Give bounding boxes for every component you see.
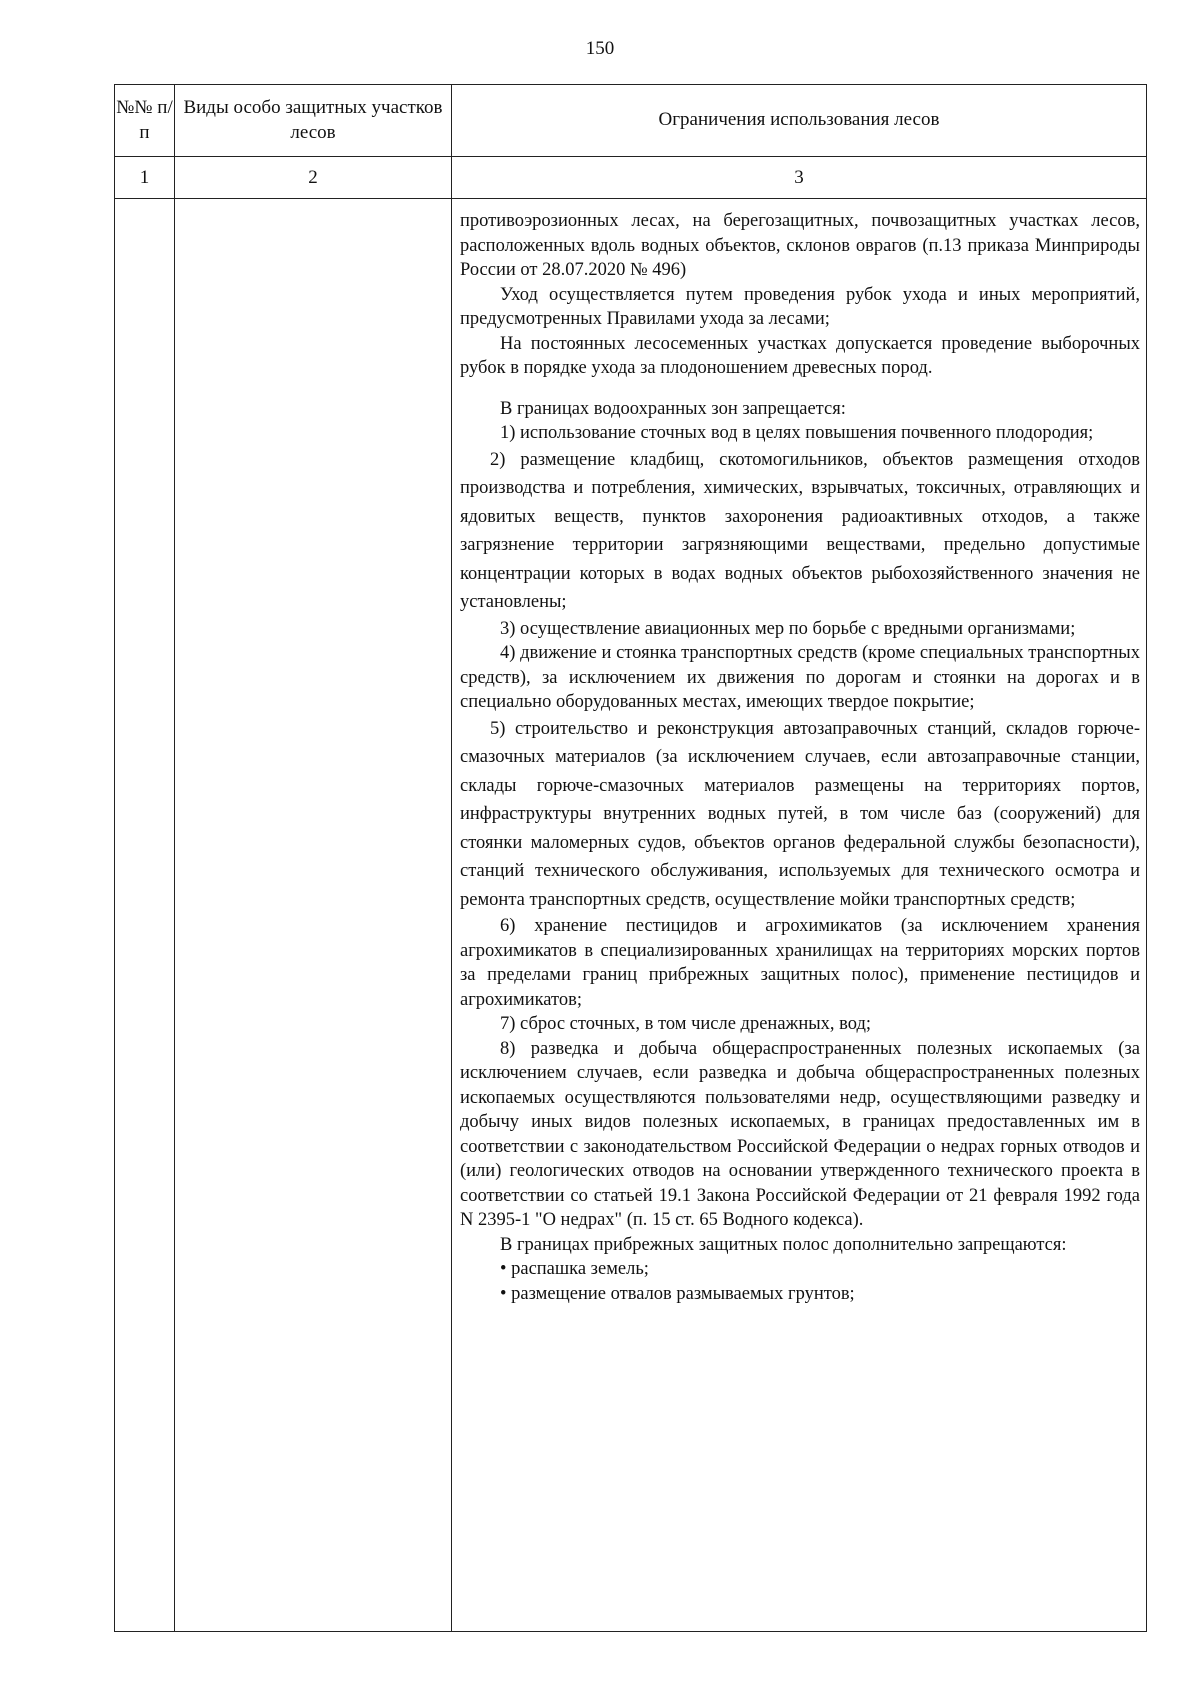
cell-area-type: [175, 199, 452, 1632]
paragraph: В границах прибрежных защитных полос дополнительно запрещаются:: [500, 1234, 1067, 1255]
column-number: 2: [175, 157, 452, 199]
column-numbers-row: [115, 157, 1147, 199]
header-number: №№ п/п: [115, 85, 175, 157]
column-number: 3: [452, 157, 1147, 199]
list-item: 6) хранение пестицидов и агрохимикатов (за исключением хранения агрохимикатов в специализированных хранилищах на территориях морских портов за пределами границ прибрежных защитных полос), применение пестицидов и агрохимикатов;: [460, 916, 1140, 1010]
list-item: 7) сброс сточных, в том числе дренажных, вод;: [500, 1014, 872, 1034]
list-item: 5) строительство и реконструкция автозаправочных станций, складов горюче-смазочных материалов (за исключением случаев, если автозаправочные станции, склады горюче-смазочных материалов размещены на территориях портов, инфраструктуры внутренних водных путей, в том числе баз (сооружений) для стоянки маломерных судов, объектов органов федеральной службы безопасности), станций технического обслуживания, используемых для технического осмотра и ремонта транспортных средств, осуществление мойки транспортных средств;: [460, 718, 1140, 910]
list-item: 3) осуществление авиационных мер по борьбе с вредными организмами;: [500, 618, 1076, 639]
header-restrictions: Ограничения использования лесов: [452, 85, 1147, 157]
bullet-item: • размещение отвалов размываемых грунтов;: [500, 1283, 855, 1304]
table-header-row: [115, 85, 1147, 157]
paragraph: На постоянных лесосеменных участках допускается проведение выборочных рубок в порядке ухода за плодоношением древесных пород.: [460, 333, 1140, 378]
paragraph: противоэрозионных лесах, на берегозащитных, почвозащитных участках лесов, расположенных вдоль водных объектов, склонов оврагов (п.13 приказа Минприроды России от 28.07.2020 № 496): [460, 211, 1140, 280]
list-item: 4) движение и стоянка транспортных средств (кроме специальных транспортных средств), за исключением их движения по дорогам и стоянки на дорогах и в специально оборудованных местах, имеющих твердое покрытие;: [460, 643, 1140, 712]
bullet-item: • распашка земель;: [500, 1259, 649, 1279]
list-item: 2) размещение кладбищ, скотомогильников, объектов размещения отходов производства и потребления, химических, взрывчатых, токсичных, отравляющих и ядовитых веществ, пунктов захоронения радиоактивных отходов, а также загрязнение территории загрязняющими веществами, предельно допустимые концентрации которых в водах водных объектов рыбохозяйственного значения не установлены;: [460, 449, 1140, 612]
cell-number: [115, 199, 175, 1632]
column-number: 1: [115, 157, 175, 199]
table-row: [115, 199, 1147, 1632]
paragraph: Уход осуществляется путем проведения рубок ухода и иных мероприятий, предусмотренных Правилами ухода за лесами;: [460, 284, 1140, 329]
list-item: 8) разведка и добыча общераспространенных полезных ископаемых (за исключением случаев, если разведка и добыча общераспространенных полезных ископаемых осуществляются пользователями недр, осуществляющими разведку и добычу иных видов полезных ископаемых, в границах предоставленных им в соответствии с законодательством Российской Федерации о недрах горных отводов и (или) геологических отводов на основании утвержденного технического проекта в соответствии со статьей 19.1 Закона Российской Федерации от 21 февраля 1992 года N 2395-1 "О недрах" (п. 15 ст. 65 Водного кодекса).: [460, 1038, 1140, 1230]
cell-restrictions: [452, 199, 1147, 1632]
list-item: 1) использование сточных вод в целях повышения почвенного плодородия;: [500, 423, 1094, 443]
header-area-types: Виды особо защитных участков лесов: [175, 85, 452, 157]
restrictions-table: [114, 84, 1147, 1632]
page-number: 150: [585, 38, 615, 59]
paragraph: В границах водоохранных зон запрещается:: [500, 398, 846, 419]
